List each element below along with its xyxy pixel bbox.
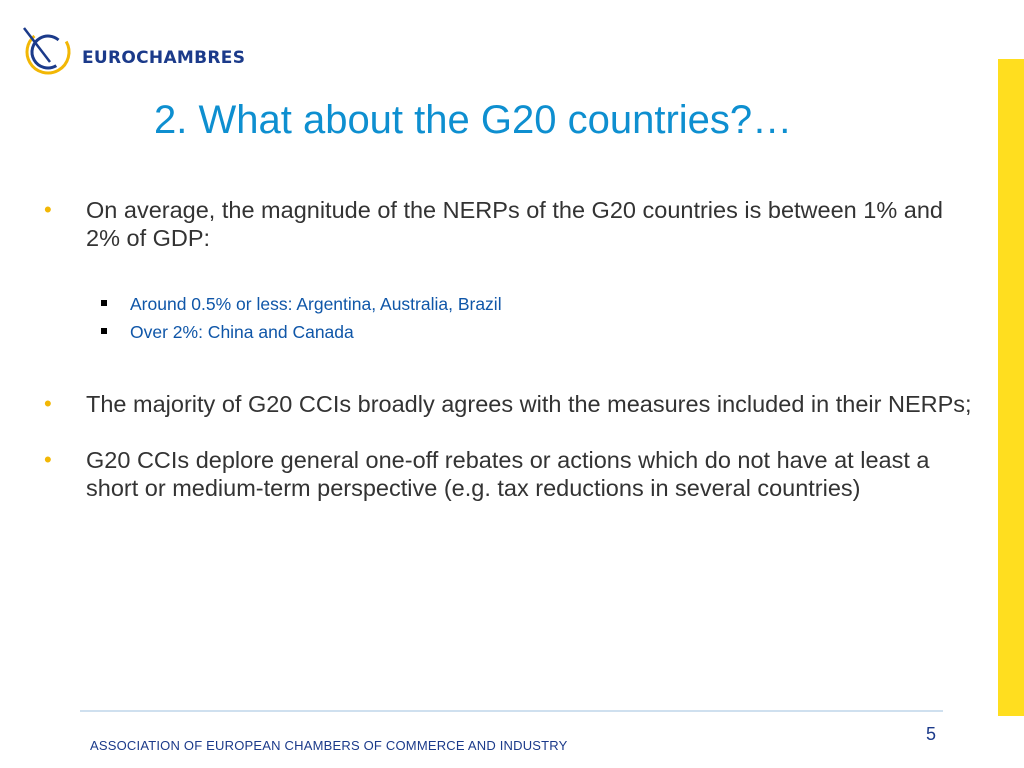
footer-divider: [80, 710, 943, 712]
bullet-dot-icon: •: [44, 391, 52, 416]
square-bullet-icon: [101, 328, 107, 334]
bullet-item: [44, 390, 974, 418]
bullet-item: [44, 196, 974, 252]
footer-organization: ASSOCIATION OF EUROPEAN CHAMBERS OF COMMERCE AND INDUSTRY: [90, 738, 568, 753]
sub-bullet-text: Around 0.5% or less: Argentina, Australia, Brazil: [130, 294, 502, 314]
bullet-text: On average, the magnitude of the NERPs of the G20 countries is between 1% and 2% of GDP:: [86, 197, 943, 251]
slide-title: 2. What about the G20 countries?…: [154, 98, 793, 142]
bullet-dot-icon: •: [44, 197, 52, 222]
logo-text: EUROCHAMBRES: [82, 48, 246, 68]
sub-bullet-item: [44, 290, 974, 318]
sub-bullet-item: [44, 318, 974, 346]
side-accent-bar: [998, 59, 1024, 716]
bullet-text: G20 CCIs deplore general one-off rebates or actions which do not have at least a short or medium-term perspective (e.g. tax reductions in several countries): [86, 447, 930, 501]
bullet-text: The majority of G20 CCIs broadly agrees with the measures included in their NERPs;: [86, 391, 972, 417]
sub-bullet-list: [44, 290, 974, 346]
bullet-dot-icon: •: [44, 447, 52, 472]
page-number: 5: [926, 724, 937, 744]
square-bullet-icon: [101, 300, 107, 306]
slide-content: [44, 196, 974, 502]
logo-ring-icon: [20, 22, 80, 82]
bullet-item: [44, 446, 974, 502]
sub-bullet-text: Over 2%: China and Canada: [130, 322, 354, 342]
eurochambres-logo: [20, 22, 260, 82]
